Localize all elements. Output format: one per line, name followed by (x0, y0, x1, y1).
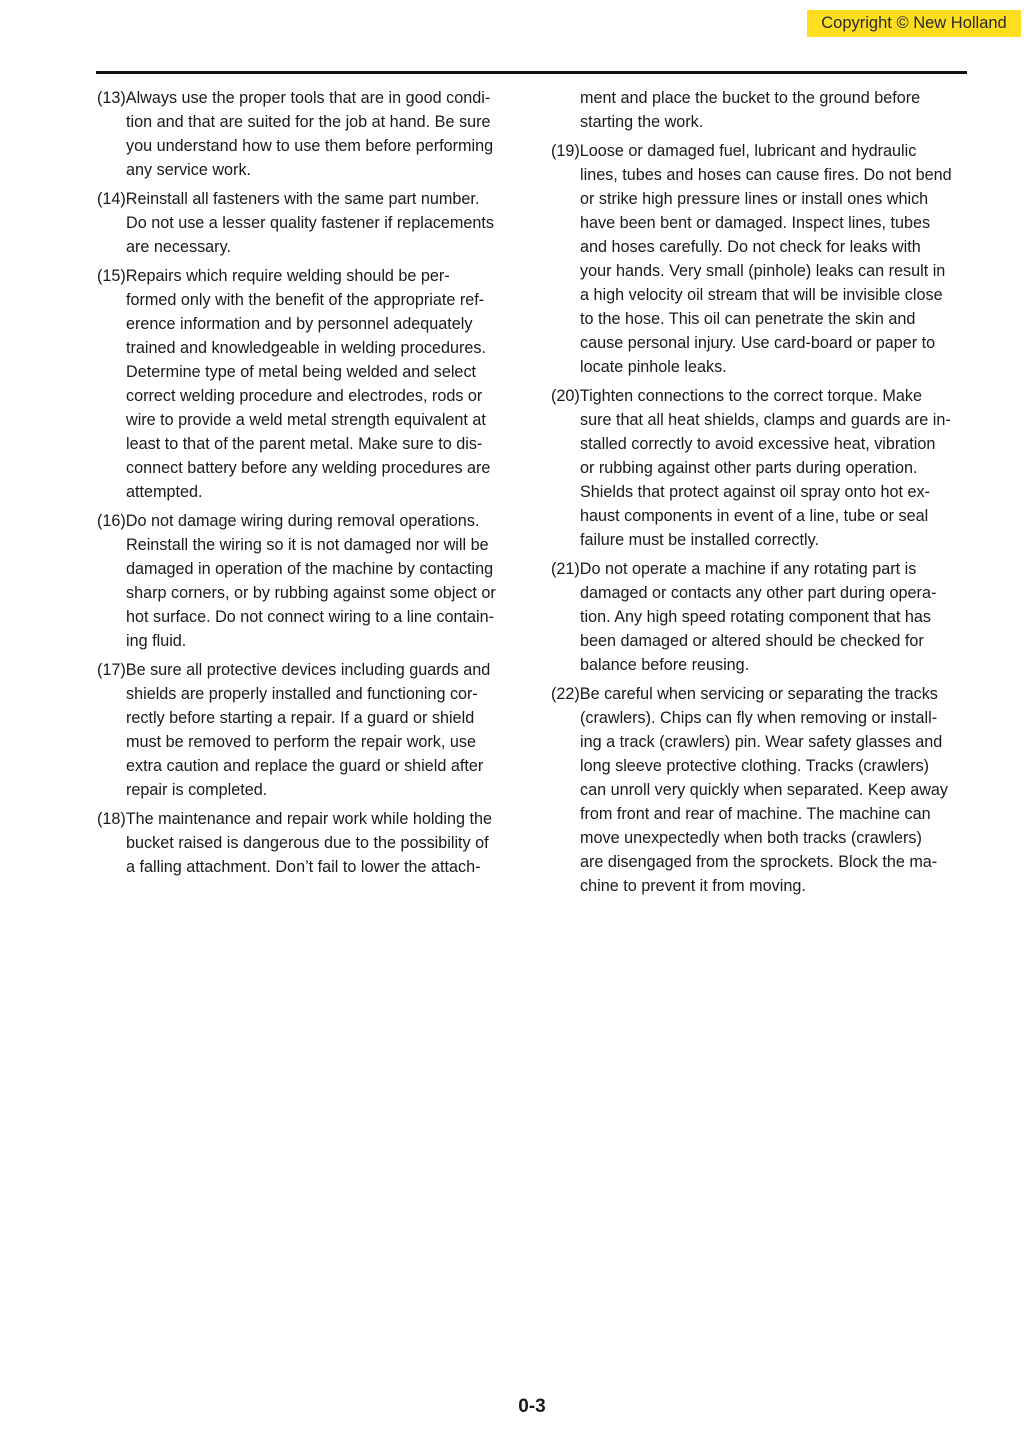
item-text-line: ing a track (crawlers) pin. Wear safety glasses and (580, 733, 943, 751)
item-text-line: ment and place the bucket to the ground before (580, 89, 921, 107)
item-text-line: must be removed to perform the repair work, use (126, 733, 476, 751)
item-text-line: damaged or contacts any other part during opera- (580, 584, 937, 602)
item-text-line: damaged in operation of the machine by contacting (126, 560, 494, 578)
item-text-line: (18)The maintenance and repair work while holding the (97, 810, 493, 828)
item-text-line: long sleeve protective clothing. Tracks (crawlers) (580, 757, 930, 775)
item-text-line: move unexpectedly when both tracks (crawlers) (580, 829, 922, 847)
item-text-line: haust components in event of a line, tube or seal (580, 507, 929, 525)
item-text-line: or rubbing against other parts during operation. (580, 459, 918, 477)
item-text-line: (17)Be sure all protective devices including guards and (97, 661, 491, 679)
item-text-line: (22)Be careful when servicing or separating the tracks (551, 685, 938, 703)
item-text-line: attempted. (126, 483, 203, 501)
list-item (97, 807, 517, 879)
item-text-line: (21)Do not operate a machine if any rotating part is (551, 560, 917, 578)
item-text-line: chine to prevent it from moving. (580, 877, 806, 895)
page-number: 0-3 (518, 1396, 546, 1417)
item-text-line: (15)Repairs which require welding should be per- (97, 267, 450, 285)
item-text-line: (20)Tighten connections to the correct torque. Make (551, 387, 923, 405)
list-item (551, 557, 969, 677)
list-item (551, 682, 969, 898)
item-text-line: cause personal injury. Use card-board or paper to (580, 334, 936, 352)
item-text-line: tion. Any high speed rotating component that has (580, 608, 931, 626)
item-text-line: Reinstall the wiring so it is not damaged nor will be (126, 536, 489, 554)
item-text-line: hot surface. Do not connect wiring to a line contain- (126, 608, 495, 626)
item-text-line: shields are properly installed and functioning cor- (126, 685, 478, 703)
item-text-line: connect battery before any welding procedures are (126, 459, 491, 477)
item-text-line: failure must be installed correctly. (580, 531, 820, 549)
item-text-line: or strike high pressure lines or install ones which (580, 190, 929, 208)
item-text-line: have been bent or damaged. Inspect lines, tubes (580, 214, 931, 232)
item-text-line: a high velocity oil stream that will be invisible close (580, 286, 943, 304)
right-column (551, 86, 969, 903)
item-text-line: Determine type of metal being welded and select (126, 363, 477, 381)
item-text-line: (13)Always use the proper tools that are in good condi- (97, 89, 491, 107)
list-item (97, 658, 517, 802)
item-text-line: rectly before starting a repair. If a guard or shield (126, 709, 475, 727)
item-text-line: locate pinhole leaks. (580, 358, 727, 376)
item-text-line: your hands. Very small (pinhole) leaks can result in (580, 262, 946, 280)
item-text-line: Do not use a lesser quality fastener if replacements (126, 214, 495, 232)
list-item (551, 139, 969, 379)
item-text-line: (crawlers). Chips can fly when removing or install- (580, 709, 938, 727)
item-text-line: bucket raised is dangerous due to the possibility of (126, 834, 489, 852)
left-column (97, 86, 517, 884)
item-text-line: stalled correctly to avoid excessive heat, vibration (580, 435, 936, 453)
item-text-line: are disengaged from the sprockets. Block the ma- (580, 853, 938, 871)
item-text-line: (16)Do not damage wiring during removal operations. (97, 512, 480, 530)
item-text-line: are necessary. (126, 238, 231, 256)
item-text-line: ing fluid. (126, 632, 187, 650)
item-text-line: balance before reusing. (580, 656, 750, 674)
item-text-line: can unroll very quickly when separated. Keep away (580, 781, 949, 799)
continuation-text (551, 86, 969, 134)
list-item (97, 509, 517, 653)
list-item (97, 86, 517, 182)
item-text-line: sharp corners, or by rubbing against some object or (126, 584, 496, 602)
item-text-line: to the hose. This oil can penetrate the skin and (580, 310, 916, 328)
item-text-line: been damaged or altered should be checked for (580, 632, 924, 650)
item-text-line: formed only with the benefit of the appropriate ref- (126, 291, 485, 309)
item-text-line: Shields that protect against oil spray onto hot ex- (580, 483, 931, 501)
item-text-line: lines, tubes and hoses can cause fires. Do not bend (580, 166, 952, 184)
copyright-badge: Copyright © New Holland (807, 10, 1021, 37)
item-text-line: and hoses carefully. Do not check for leaks with (580, 238, 921, 256)
item-text-line: wire to provide a weld metal strength equivalent at (126, 411, 486, 429)
item-text-line: from front and rear of machine. The machine can (580, 805, 931, 823)
item-text-line: repair is completed. (126, 781, 268, 799)
item-text-line: you understand how to use them before performing (126, 137, 494, 155)
header-rule (96, 71, 967, 74)
item-text-line: extra caution and replace the guard or shield after (126, 757, 484, 775)
item-text-line: a falling attachment. Don’t fail to lower the attach- (126, 858, 481, 876)
list-item (97, 264, 517, 504)
item-text-line: tion and that are suited for the job at hand. Be sure (126, 113, 491, 131)
item-text-line: sure that all heat shields, clamps and guards are in- (580, 411, 951, 429)
item-text-line: erence information and by personnel adequately (126, 315, 473, 333)
list-item (551, 384, 969, 552)
item-text-line: trained and knowledgeable in welding procedures. (126, 339, 486, 357)
item-text-line: starting the work. (580, 113, 704, 131)
item-text-line: correct welding procedure and electrodes, rods or (126, 387, 483, 405)
item-text-line: (14)Reinstall all fasteners with the same part number. (97, 190, 480, 208)
item-text-line: any service work. (126, 161, 252, 179)
list-item (97, 187, 517, 259)
item-text-line: least to that of the parent metal. Make sure to dis- (126, 435, 483, 453)
item-text-line: (19)Loose or damaged fuel, lubricant and hydraulic (551, 142, 917, 160)
